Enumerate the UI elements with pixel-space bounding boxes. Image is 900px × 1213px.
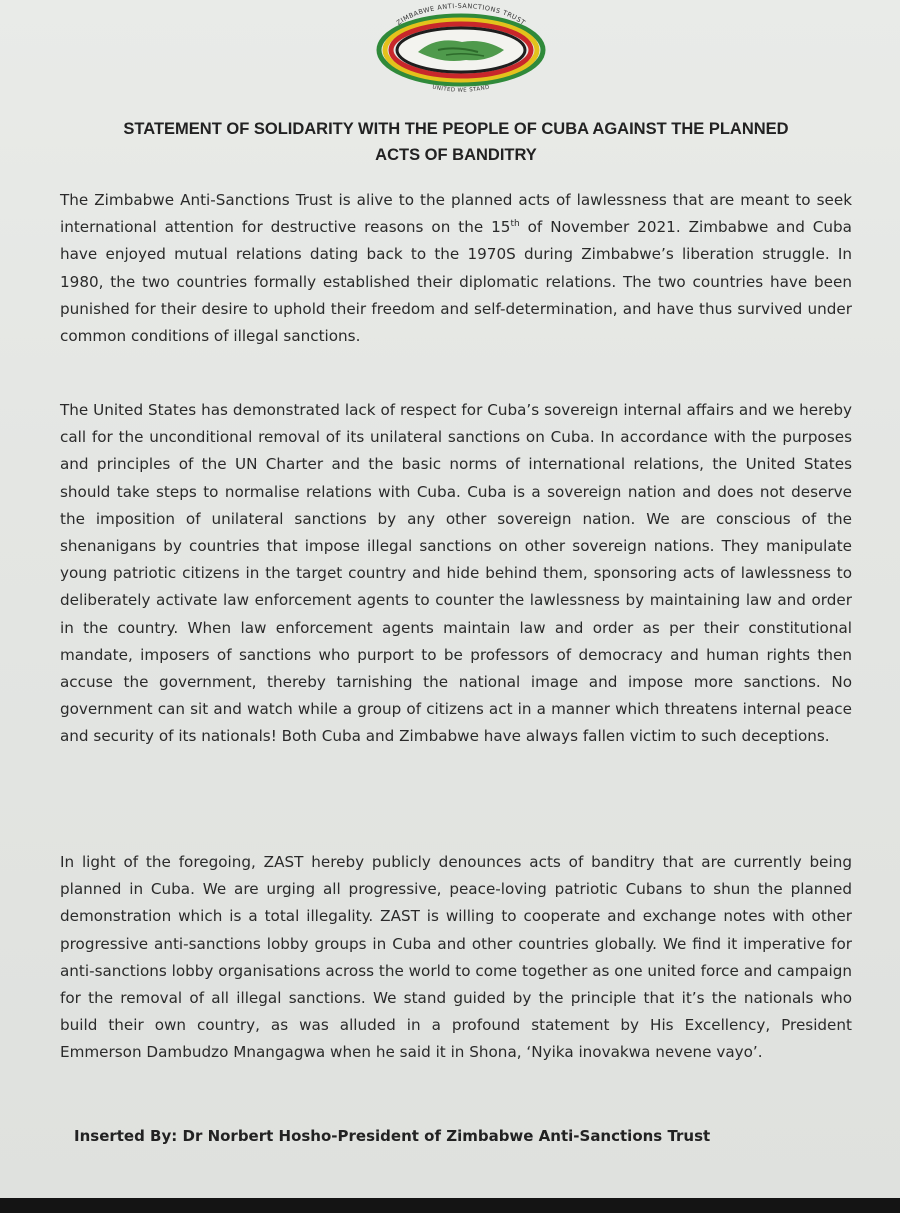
paragraph-3: In light of the foregoing, ZAST hereby publicly denounces acts of banditry that are currently being planned in Cuba. We are urging all progressive, peace-loving patriotic Cubans to shun the planned demonstration which is a total illegality. ZAST is willing to cooperate and exchange notes with other progressive anti-sanctions lobby groups in Cuba and other countries globally. We find it imperative for anti-sanctions lobby organisations across the world to come together as one united force and campaign for the removal of all illegal sanctions. We stand guided by the principle that it’s the nationals who build their own country, as was alluded in a profound statement by His Excellency, President Emmerson Dambudzo Mnangagwa when he said it in Shona, ‘Nyika inovakwa nevene vayo’. xyxy=(60,853,852,1062)
paragraph-2: The United States has demonstrated lack of respect for Cuba’s sovereign internal affairs and we hereby call for the unconditional removal of its unilateral sanctions on Cuba. In accordance with the purposes and principles of the UN Charter and the basic norms of international relations, the United States should take steps to normalise relations with Cuba. Cuba is a sovereign nation and does not deserve the imposition of unilateral sanctions by any other sovereign nation. We are conscious of the shenanigans by countries that impose illegal sanctions on other sovereign nations. They manipulate young patriotic citizens in the target country and hide behind them, sponsoring acts of lawlessness to deliberately activate law enforcement agents to counter the lawlessness by maintaining law and order in the country. When law enforcement agents maintain law and order as per their constitutional mandate, imposers of sanctions who purport to be professors of democracy and human rights then accuse the government, thereby tarnishing the national image and impose more sanctions. No government can sit and watch while a group of citizens act in a manner which threatens internal peace and security of its nationals! Both Cuba and Zimbabwe have always fallen victim to such deceptions. xyxy=(60,401,852,746)
title-line-2: ACTS OF BANDITRY xyxy=(375,146,537,164)
organization-logo xyxy=(366,2,556,94)
bottom-border xyxy=(0,1198,900,1213)
paragraph-1-part-a: The Zimbabwe Anti-Sanctions Trust is alive to the planned acts of lawlessness that are meant to seek international attention for destructive reasons on the 15 xyxy=(60,191,852,237)
title-line-1: STATEMENT OF SOLIDARITY WITH THE PEOPLE OF CUBA AGAINST THE PLANNED xyxy=(123,120,789,138)
paragraph-1-part-b: of November 2021. Zimbabwe and Cuba have enjoyed mutual relations dating back to the 1970S during Zimbabwe’s liberation struggle. In 1980, the two countries formally established their diplomatic relations. The two countries have been punished for their desire to uphold their freedom and self-determination, and have thus survived under common conditions of illegal sanctions. xyxy=(60,218,852,346)
document-title xyxy=(40,116,872,168)
logo-arc-text-bottom: UNITED WE STAND xyxy=(431,84,491,94)
logo-arc-text-top: ZIMBABWE ANTI-SANCTIONS TRUST xyxy=(395,2,527,27)
paragraph-1 xyxy=(60,187,852,350)
ordinal-suffix: th xyxy=(510,219,520,230)
byline: Inserted By: Dr Norbert Hosho-President of Zimbabwe Anti-Sanctions Trust xyxy=(74,1127,711,1145)
